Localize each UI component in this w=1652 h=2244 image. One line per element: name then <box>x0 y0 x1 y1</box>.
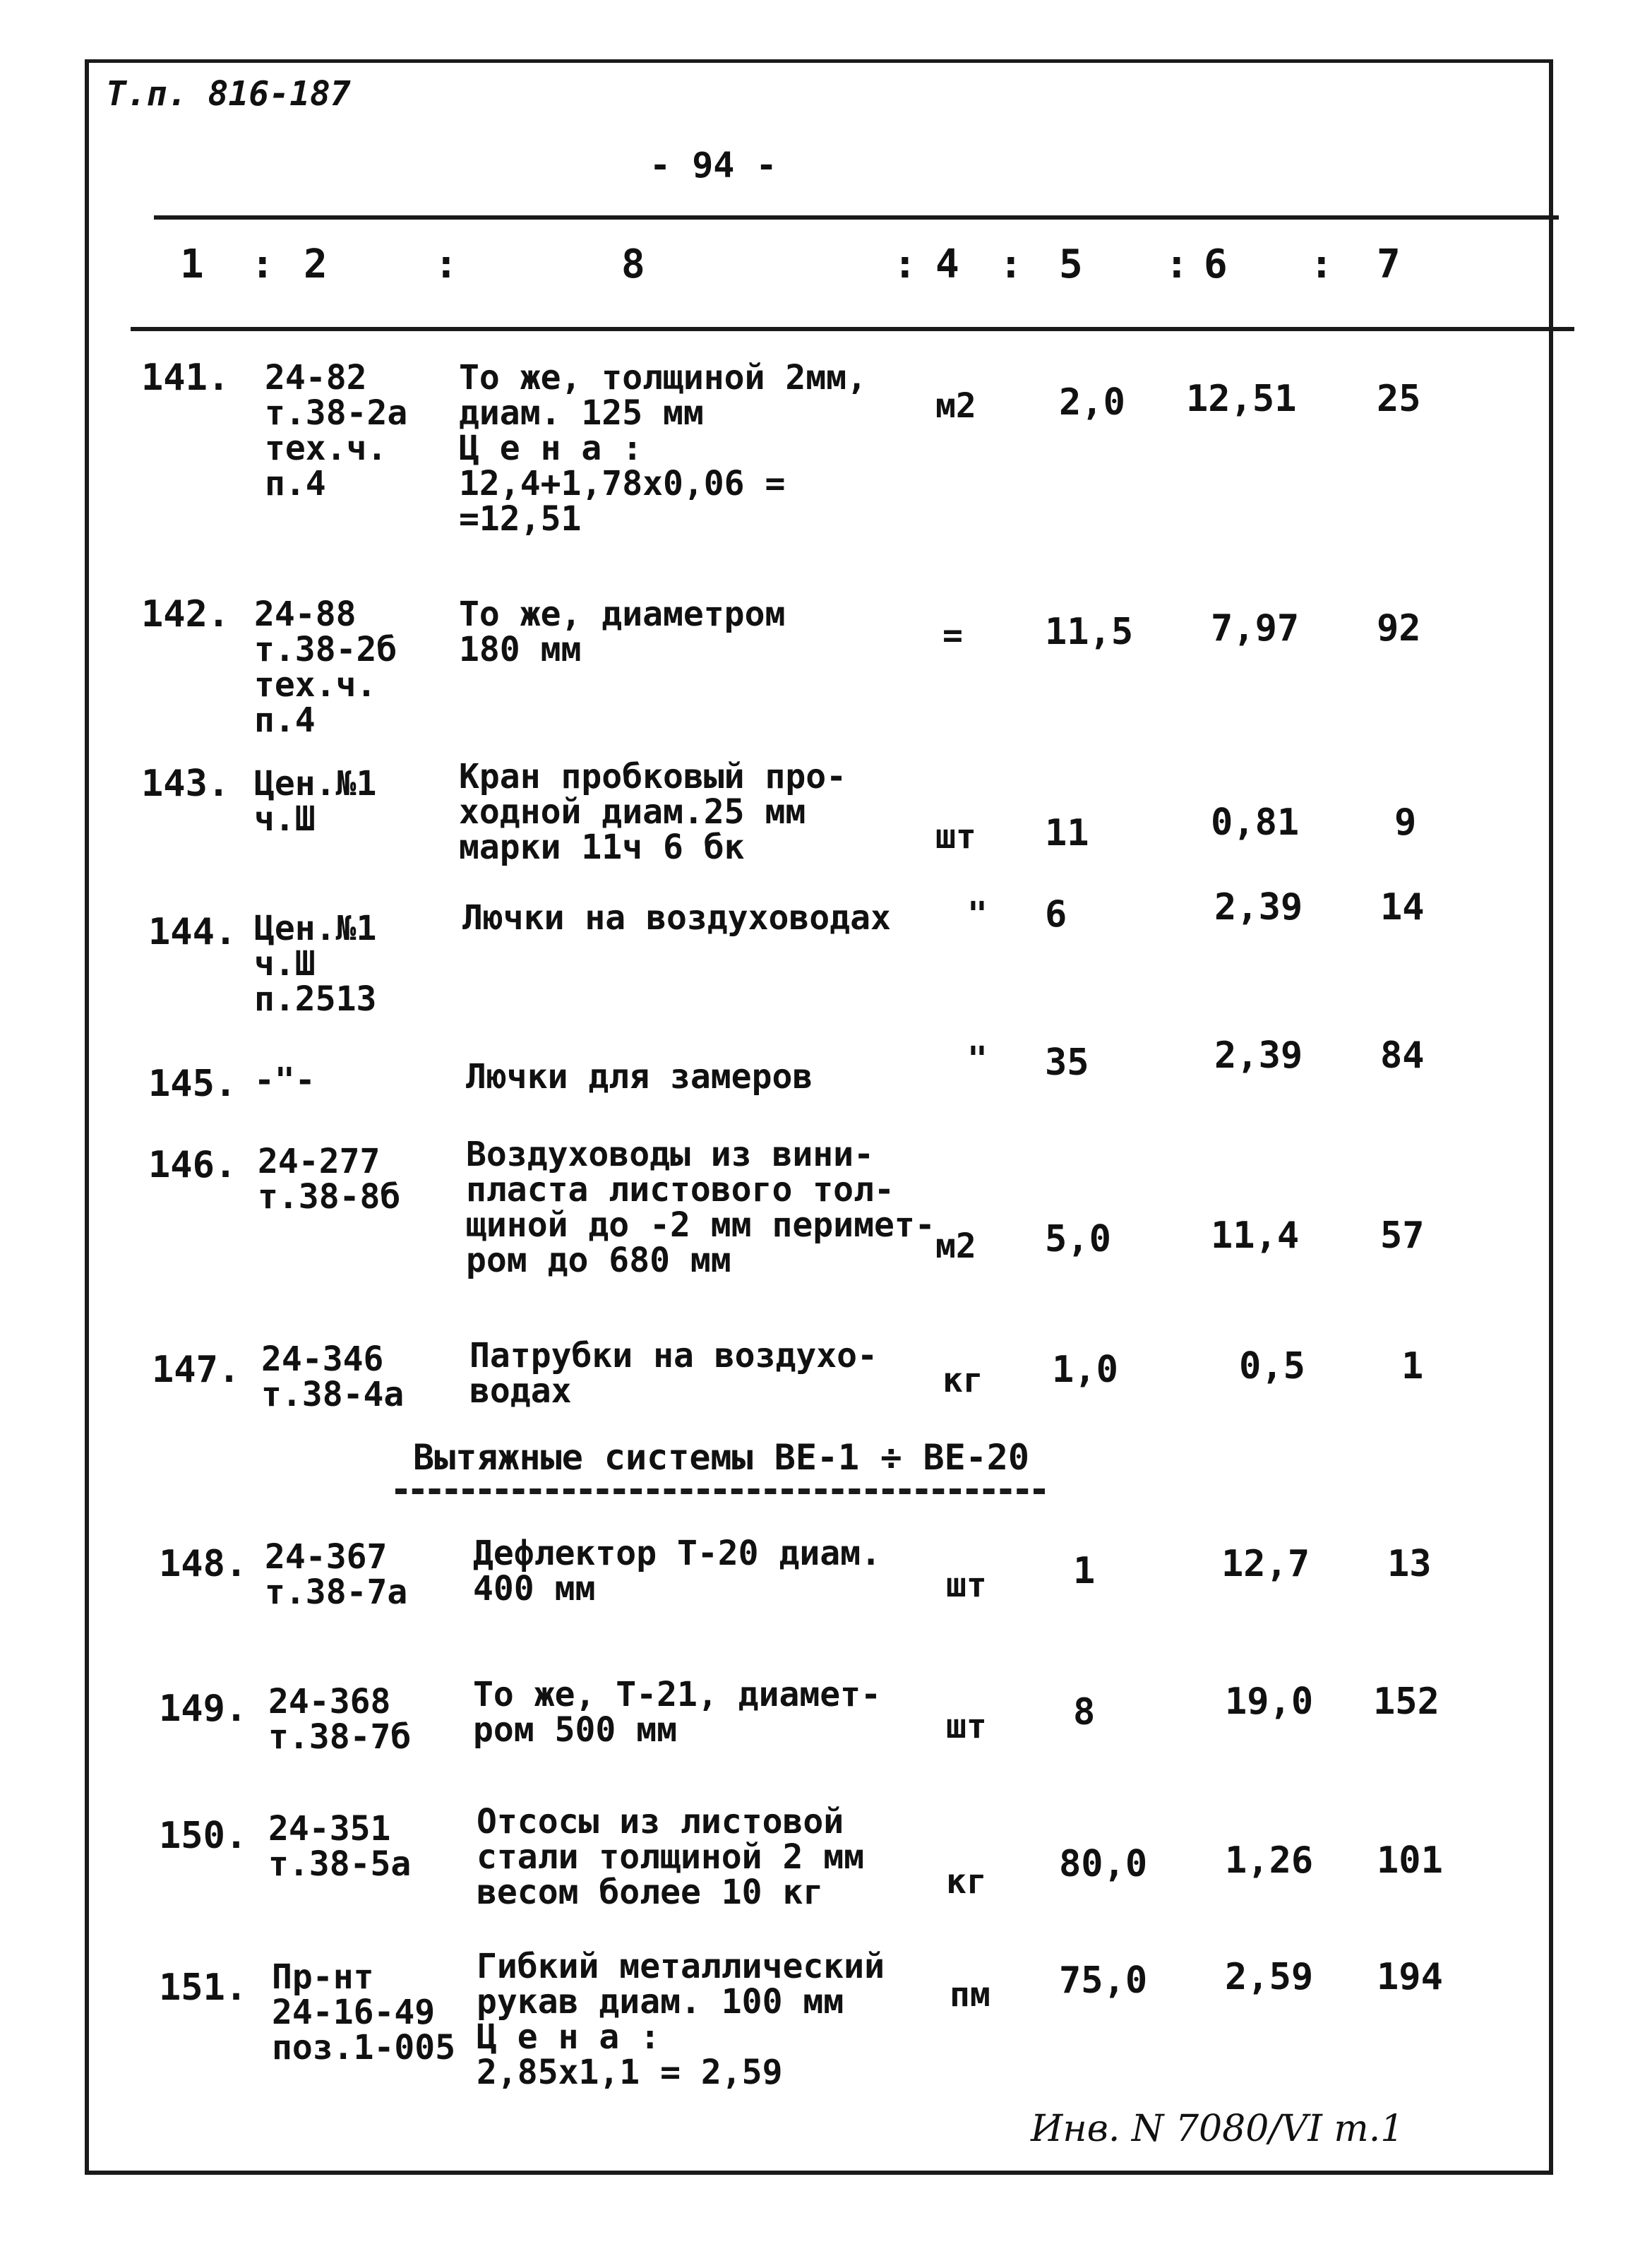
col-sep: : <box>1310 241 1334 287</box>
row-total: 101 <box>1377 1839 1443 1882</box>
section-underline <box>395 1488 1045 1494</box>
row-description: То же, толщиной 2мм, диам. 125 мм Ц е н а : 12,4+1,78х0,06 = =12,51 <box>459 358 867 539</box>
row-unit: " <box>967 1039 988 1079</box>
row-price: 11,4 <box>1211 1214 1300 1257</box>
row-number: 147. <box>152 1349 241 1391</box>
row-code: Цен.№1 ч.Ш п.2513 <box>254 909 377 1019</box>
row-code: -"- <box>254 1061 316 1100</box>
row-unit: шт <box>935 817 976 857</box>
row-total: 25 <box>1377 378 1421 420</box>
row-price: 2,39 <box>1214 886 1303 929</box>
col-3: 8 <box>621 241 645 287</box>
col-sep: : <box>434 241 458 287</box>
row-quantity: 1,0 <box>1052 1349 1118 1391</box>
col-4: 4 <box>935 241 959 287</box>
row-description: Лючки для замеров <box>466 1057 813 1097</box>
row-total: 14 <box>1380 886 1425 929</box>
col-6: 6 <box>1204 241 1228 287</box>
row-quantity: 5,0 <box>1045 1218 1111 1260</box>
row-code: 24-367 т.38-7а <box>265 1537 408 1612</box>
row-unit: кг <box>946 1862 987 1902</box>
row-number: 150. <box>159 1815 248 1857</box>
row-quantity: 11,5 <box>1045 611 1134 653</box>
col-sep: : <box>251 241 275 287</box>
section-title: Вытяжные системы ВЕ-1 ÷ ВЕ-20 <box>413 1437 1029 1478</box>
row-quantity: 35 <box>1045 1042 1089 1084</box>
row-quantity: 80,0 <box>1059 1843 1148 1885</box>
row-price: 12,7 <box>1221 1543 1310 1585</box>
header-rule-top <box>154 215 1559 220</box>
row-description: Дефлектор Т-20 диам. 400 мм <box>473 1534 881 1609</box>
inventory-note: Инв. N 7080/VI т.1 <box>1031 2108 1404 2150</box>
row-quantity: 11 <box>1045 812 1089 854</box>
row-price: 1,26 <box>1225 1839 1314 1882</box>
row-number: 142. <box>141 593 230 635</box>
row-price: 2,59 <box>1225 1956 1314 1998</box>
row-unit: м2 <box>935 386 976 426</box>
row-code: Пр-нт 24-16-49 поз.1-005 <box>272 1957 456 2067</box>
row-code: 24-277 т.38-8б <box>258 1142 401 1217</box>
row-quantity: 8 <box>1073 1691 1096 1733</box>
row-code: 24-82 т.38-2а тех.ч. п.4 <box>265 358 408 503</box>
header-rule-bottom <box>131 327 1574 331</box>
col-1: 1 <box>180 241 204 287</box>
row-unit: пм <box>950 1975 990 2015</box>
row-code: Цен.№1 ч.Ш <box>254 764 377 839</box>
row-description: Воздуховоды из вини- пласта листового тол- щиной до -2 мм перимет- ром до 680 мм <box>466 1135 935 1280</box>
row-description: Гибкий металлический рукав диам. 100 мм Ц е н а : 2,85х1,1 = 2,59 <box>477 1947 885 2092</box>
corner-code: Т.п. 816-187 <box>106 74 351 114</box>
row-code: 24-88 т.38-2б тех.ч. п.4 <box>254 595 397 740</box>
col-2: 2 <box>304 241 328 287</box>
row-description: Лючки на воздуховодах <box>462 898 891 938</box>
row-code: 24-351 т.38-5а <box>268 1809 412 1884</box>
row-unit: шт <box>946 1707 987 1746</box>
row-total: 9 <box>1394 801 1417 844</box>
row-total: 1 <box>1401 1345 1424 1387</box>
row-price: 7,97 <box>1211 607 1300 650</box>
row-number: 149. <box>159 1688 248 1730</box>
row-price: 12,51 <box>1186 378 1297 420</box>
row-unit: шт <box>946 1565 987 1605</box>
row-unit: = <box>942 616 963 655</box>
row-code: 24-368 т.38-7б <box>268 1682 412 1757</box>
row-unit: " <box>967 895 988 934</box>
row-quantity: 6 <box>1045 893 1067 936</box>
col-sep: : <box>1165 241 1189 287</box>
col-5: 5 <box>1059 241 1083 287</box>
row-quantity: 2,0 <box>1059 381 1125 424</box>
row-price: 0,5 <box>1239 1345 1305 1387</box>
row-total: 92 <box>1377 607 1421 650</box>
page-number: - 94 - <box>650 145 777 186</box>
row-number: 151. <box>159 1967 248 2009</box>
col-sep: : <box>893 241 917 287</box>
col-sep: : <box>999 241 1023 287</box>
col-7: 7 <box>1377 241 1401 287</box>
row-number: 146. <box>148 1144 237 1186</box>
row-number: 145. <box>148 1063 237 1105</box>
row-number: 141. <box>141 357 230 399</box>
row-number: 143. <box>141 763 230 805</box>
row-number: 148. <box>159 1543 248 1585</box>
row-description: То же, диаметром 180 мм <box>459 595 786 669</box>
row-quantity: 1 <box>1073 1550 1096 1592</box>
row-unit: м2 <box>935 1227 976 1266</box>
row-price: 19,0 <box>1225 1681 1314 1723</box>
row-quantity: 75,0 <box>1059 1959 1148 2002</box>
row-price: 0,81 <box>1211 801 1300 844</box>
row-total: 194 <box>1377 1956 1443 1998</box>
row-description: То же, Т-21, диамет- ром 500 мм <box>473 1675 881 1750</box>
row-unit: кг <box>942 1361 983 1400</box>
row-total: 13 <box>1387 1543 1432 1585</box>
row-description: Отсосы из листовой стали толщиной 2 мм весом более 10 кг <box>477 1802 865 1912</box>
row-total: 152 <box>1373 1681 1439 1723</box>
row-number: 144. <box>148 911 237 953</box>
row-price: 2,39 <box>1214 1034 1303 1077</box>
row-description: Кран пробковый про- ходной диам.25 мм марки 11ч 6 бк <box>459 757 847 867</box>
row-total: 84 <box>1380 1034 1425 1077</box>
row-description: Патрубки на воздухо- водах <box>469 1336 878 1411</box>
row-code: 24-346 т.38-4а <box>261 1339 405 1414</box>
row-total: 57 <box>1380 1214 1425 1257</box>
